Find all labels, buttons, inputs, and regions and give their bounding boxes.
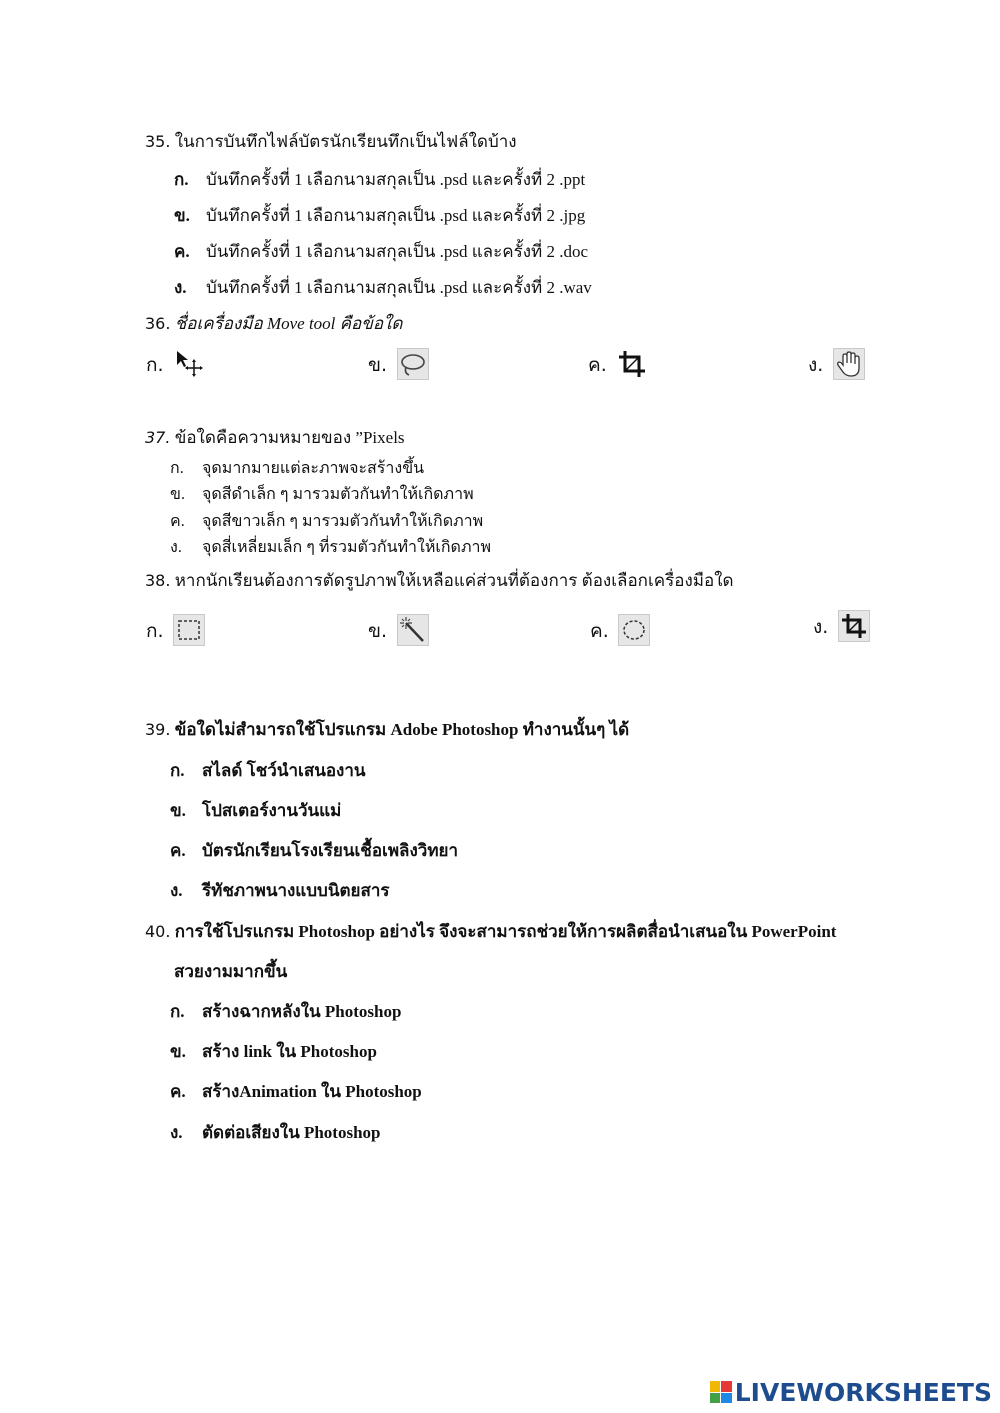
q40-option-b[interactable] — [170, 1038, 377, 1065]
option-text: ตัดต่อเสียงใน Photoshop — [202, 1123, 381, 1142]
question-40 — [145, 918, 836, 945]
question-37 — [145, 424, 405, 451]
option-letter: ก. — [146, 620, 164, 642]
option-text: จุดสีดำเล็ก ๆ มารวมตัวกันทำให้เกิดภาพ — [202, 486, 474, 503]
question-40-continued — [174, 958, 287, 985]
question-38 — [145, 567, 734, 594]
q37-option-a[interactable] — [170, 456, 424, 481]
option-letter: ง. — [808, 354, 824, 376]
option-text: จุดสีขาวเล็ก ๆ มารวมตัวกันทำให้เกิดภาพ — [202, 513, 484, 530]
q39-option-d[interactable] — [170, 877, 390, 904]
option-letter: ข. — [170, 486, 185, 503]
question-39 — [145, 716, 629, 743]
option-letter: ข. — [170, 801, 186, 820]
option-letter: ค. — [170, 1082, 186, 1101]
question-number: 37. — [145, 428, 171, 447]
question-text: ข้อใดคือความหมายของ ”Pixels — [174, 428, 405, 447]
magic-wand-icon — [397, 614, 429, 646]
option-letter: ก. — [174, 170, 189, 189]
option-text: บันทึกครั้งที่ 1 เลือกนามสกุลเป็น .psd และครั้งที่ 2 .doc — [206, 242, 589, 261]
option-text: บัตรนักเรียนโรงเรียนเชื้อเพลิงวิทยา — [202, 841, 459, 860]
option-letter: ง. — [170, 881, 183, 900]
hand-tool-icon — [833, 348, 865, 380]
option-text: โปสเตอร์งานวันแม่ — [202, 801, 342, 820]
q35-option-d[interactable] — [174, 274, 592, 301]
option-text: จุดมากมายแต่ละภาพจะสร้างขึ้น — [202, 460, 425, 477]
option-text: จุดสี่เหลี่ยมเล็ก ๆ ที่รวมตัวกันทำให้เกิดภาพ — [202, 539, 492, 556]
lasso-tool-icon — [397, 348, 429, 380]
elliptical-marquee-icon — [618, 614, 650, 646]
option-letter: ง. — [170, 539, 182, 556]
q36-option-d[interactable] — [808, 348, 865, 380]
option-letter: ก. — [170, 1002, 185, 1021]
q40-option-d[interactable] — [170, 1119, 380, 1146]
option-letter: ค. — [590, 620, 609, 642]
q35-option-a[interactable] — [174, 166, 585, 193]
q38-option-b[interactable] — [368, 614, 429, 646]
option-letter: ข. — [368, 620, 388, 642]
option-text: บันทึกครั้งที่ 1 เลือกนามสกุลเป็น .psd และครั้งที่ 2 .jpg — [206, 206, 586, 225]
q40-option-c[interactable] — [170, 1078, 422, 1105]
q39-option-b[interactable] — [170, 797, 341, 824]
option-letter: ค. — [170, 513, 185, 530]
crop-tool-icon — [838, 610, 870, 642]
option-text: สไลด์ โชว์นำเสนองาน — [202, 761, 366, 780]
question-35 — [145, 128, 517, 155]
move-tool-icon — [173, 348, 205, 380]
question-number: 39. — [145, 720, 171, 739]
option-text: บันทึกครั้งที่ 1 เลือกนามสกุลเป็น .psd และครั้งที่ 2 .ppt — [206, 170, 586, 189]
question-number: 36. — [145, 314, 171, 333]
question-36 — [145, 310, 402, 337]
option-letter: ก. — [170, 761, 185, 780]
logo-text: LIVEWORKSHEETS — [734, 1377, 992, 1407]
q35-option-b[interactable] — [174, 202, 585, 229]
q38-option-c[interactable] — [590, 614, 650, 646]
option-letter: ก. — [170, 460, 184, 477]
question-text: ข้อใดไม่สำมารถใช้โปรแกรม Adobe Photoshop ทำงานนั้นๆ ได้ — [174, 720, 630, 739]
q35-option-c[interactable] — [174, 238, 588, 265]
option-letter: ง. — [174, 278, 187, 297]
option-letter: ง. — [813, 616, 829, 638]
option-text: สร้าง link ใน Photoshop — [202, 1042, 377, 1061]
rectangular-marquee-icon — [173, 614, 205, 646]
option-letter: ง. — [170, 1123, 183, 1142]
question-text-line-1: การใช้โปรแกรม Photoshop อย่างไร จึงจะสามารถช่วยให้การผลิตสื่อนำเสนอใน PowerPoint — [174, 922, 837, 941]
q37-option-c[interactable] — [170, 509, 483, 534]
question-number: 38. — [145, 571, 171, 590]
option-text: สร้างฉากหลังใน Photoshop — [202, 1002, 402, 1021]
crop-tool-icon — [616, 348, 648, 380]
option-letter: ค. — [174, 242, 190, 261]
liveworksheets-logo[interactable] — [710, 1377, 992, 1407]
q37-option-b[interactable] — [170, 482, 474, 507]
question-text: ในการบันทึกไฟล์บัตรนักเรียนทึกเป็นไฟล์ใดบ้าง — [174, 132, 517, 151]
option-text: รีทัชภาพนางแบบนิตยสาร — [202, 881, 390, 900]
q39-option-a[interactable] — [170, 757, 366, 784]
q36-option-c[interactable] — [588, 348, 648, 380]
question-text-line-2: สวยงามมากขึ้น — [174, 962, 288, 981]
q36-option-a[interactable] — [146, 348, 205, 380]
option-letter: ข. — [174, 206, 190, 225]
q36-option-b[interactable] — [368, 348, 429, 380]
option-letter: ก. — [146, 354, 164, 376]
logo-badge-icon — [710, 1381, 732, 1403]
q38-option-d[interactable] — [813, 610, 870, 642]
q40-option-a[interactable] — [170, 998, 401, 1025]
option-letter: ข. — [368, 354, 388, 376]
option-text: บันทึกครั้งที่ 1 เลือกนามสกุลเป็น .psd และครั้งที่ 2 .wav — [206, 278, 592, 297]
question-text: ชื่อเครื่องมือ Move tool คือข้อใด — [174, 314, 403, 333]
q38-option-a[interactable] — [146, 614, 205, 646]
q39-option-c[interactable] — [170, 837, 458, 864]
option-letter: ค. — [170, 841, 186, 860]
q37-option-d[interactable] — [170, 535, 491, 560]
question-text: หากนักเรียนต้องการตัดรูปภาพให้เหลือแค่ส่วนที่ต้องการ ต้องเลือกเครื่องมือใด — [174, 571, 734, 590]
question-number: 35. — [145, 132, 171, 151]
option-letter: ค. — [588, 354, 607, 376]
option-letter: ข. — [170, 1042, 186, 1061]
question-number: 40. — [145, 922, 171, 941]
option-text: สร้างAnimation ใน Photoshop — [202, 1082, 422, 1101]
